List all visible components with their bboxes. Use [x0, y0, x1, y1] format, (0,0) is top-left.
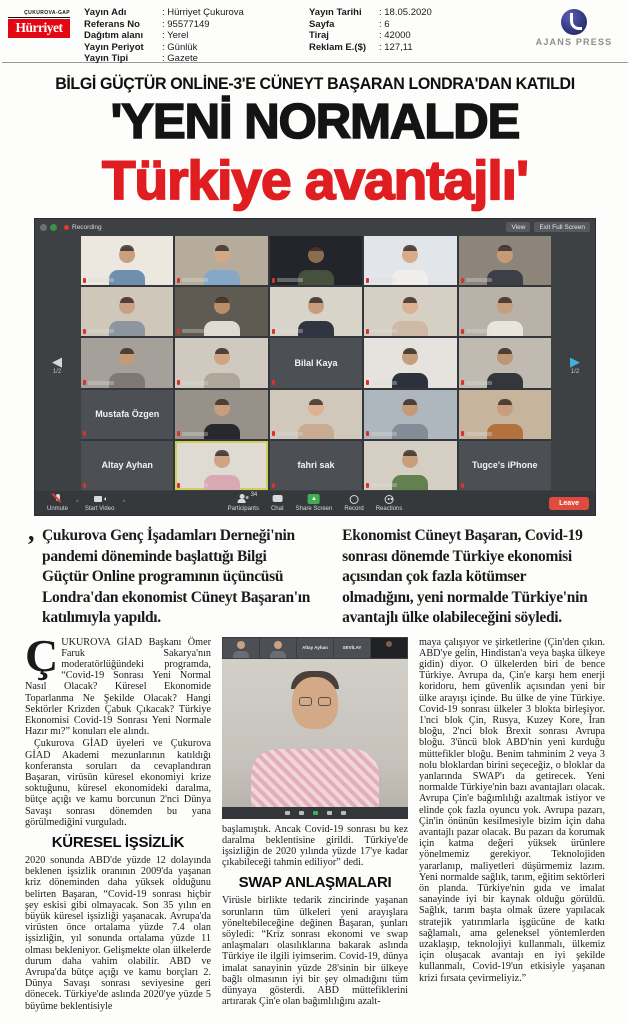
unmute-button[interactable] [47, 494, 68, 512]
mic-muted-icon [177, 483, 180, 488]
record-icon [327, 811, 332, 815]
meta-label: Yayın Periyot [84, 41, 144, 53]
participants-button[interactable] [228, 494, 259, 512]
ajans-press-logo [528, 9, 620, 47]
ajans-press-label: AJANS PRESS [535, 37, 613, 47]
participants-icon [237, 492, 258, 504]
meta-label: Dağıtım alanı [84, 30, 144, 41]
participant-name: Altay Ayhan [101, 460, 153, 471]
mic-muted-icon [272, 278, 275, 283]
reactions-button[interactable] [376, 494, 403, 512]
participant-video-tile [270, 287, 362, 336]
unmute-label: Unmute [47, 506, 69, 512]
meta-value: : Yerel [162, 30, 189, 41]
mic-muted-icon [83, 329, 86, 334]
mic-options-caret-icon[interactable]: ^ [76, 500, 79, 506]
intro-right: Ekonomist Cüneyt Başaran, Covid-19 sonrası dönemde Türkiye ekonomisi açısından çok fazla kötümser olmadığını, yeni normalde Türkiye'nin avantajlı ülke olabileceğini söyledi. [342, 527, 588, 626]
headline-line1: 'YENİ NORMALDE [110, 95, 520, 149]
paragraph: maya çalışıyor ve şirketlerine (Çin'den çıkın. ABD'ye gelin, Hindistan'a veya başka ülkeye gidin) diyor. O ülkelerden biri de bence Türkiye. Avrupa da, Çin'e karşı hem enerji koridoru, hem güvenlik açısından yeni bir ülke arayışı içinde. Bu ülke de yine Türkiye. Covid-19 sonrası ülkeler 3 blokta birleşiyor. 1'nci blok Çin, Rusya, Kuzey Kore, İran bloğu, 2'nci blok Brexit sonrası Avrupa bloğu. 3'üncü blok ABD'nin yeni kurduğu müttefikler bloğu. Benim tahminim 2 veya 3 nolu bloklardan birini seçeceğiz, o bloklar da yanlarında SWAP'ı da getirecek. Yeni normalde Türkiye'nin bazı avantajları olacak. Avrupa Çin'e bağımlılığı azaltmak istiyor ve elinde çok fazla oyuncu yok. Avrupa pazarı, Çin'in önünün kesilmesiyle bizim için daha avantajlı pazar olacak. Bu pazarı da korumak için katma değeri yüksek ürünlere yönelmemiz gerekiyor. Teknolojiden yararlanıp, maliyetleri düşürmemiz lazım. Yeni normalde sağlık, tarım, eğitim sektörleri ön planda. Türkiye'nin gıda ve imalat sanayinde iyi bir kaynak olduğu görüldü. Sağlık, tarım başta olmak üzere yapılacak stratejik yatırımlarla işgücüne de katkı sağlamalı, ama geleneksel yöntemlerden uzaklaşıp, teknolojiyi kullanmalı, ülkemiz için oluşacak avantajı en iyi şekilde kullanmalı, Covid-19'un etkisiyle yaşanan krizi fırsata çevirmeliyiz.” [419, 636, 605, 984]
participant-name: fahri sak [297, 460, 335, 471]
participants-count: 34 [250, 492, 258, 498]
mic-muted-icon [177, 380, 180, 385]
quote-mark: , [28, 517, 35, 546]
start-video-button[interactable] [85, 494, 115, 512]
meta-label: Reklam E.($) [309, 41, 367, 53]
participants-label: Participants [227, 506, 259, 512]
participant-name: Mustafa Özgen [95, 409, 160, 420]
exit-fullscreen-button[interactable]: Exit Full Screen [534, 222, 590, 232]
press-header [0, 0, 630, 62]
video-options-caret-icon[interactable]: ^ [122, 500, 126, 506]
participant-video-tile [459, 338, 551, 387]
recording-label: Recording [72, 223, 102, 231]
start-video-label: Start Video [84, 506, 115, 512]
mic-muted-icon [272, 431, 275, 436]
mic-muted-icon [461, 431, 464, 436]
mic-muted-icon [83, 483, 86, 488]
mic-muted-icon [83, 380, 86, 385]
meta-label: Yayın Tipi [84, 53, 129, 64]
mini-name-tile [334, 638, 370, 658]
paragraph [25, 629, 211, 738]
participant-name-tile [270, 338, 362, 387]
headline-line2: Türkiye avantajlı' [101, 149, 529, 211]
mic-muted-icon [461, 278, 464, 283]
participant-video-tile [81, 338, 173, 387]
gallery-page-indicator: 1/2 [570, 369, 580, 376]
participant-name-tile [81, 441, 173, 490]
paragraph: Çukurova GİAD üyeleri ve Çukurova GİAD Akademi mezunlarının katıldığı konferansta soruları da cevaplandıran Başaran, virüsün küresel ekonomiyi krize soktuğunu, küresel ekonomideki daralma, bütçe açığı ve kamu borcunun 2'nci Dünya Savaşı sonrası dönemden bu yana görülmediğini vurguladı. [25, 738, 211, 828]
chevron-left-icon[interactable]: ◀ [52, 354, 62, 370]
meta-label: Referans No [84, 18, 140, 30]
participant-video-tile [459, 390, 551, 439]
participants-icon [285, 811, 290, 815]
mini-participant-tile [371, 638, 407, 658]
participant-video-tile [175, 390, 267, 439]
participant-video-tile [175, 287, 267, 336]
participant-video-tile [459, 287, 551, 336]
zoom-toolbar [35, 491, 595, 515]
participant-name-tile [459, 441, 551, 490]
speaker-inset-photo [222, 637, 408, 819]
speaker-video [222, 659, 408, 807]
participant-video-tile [364, 287, 456, 336]
participant-video-tile [175, 441, 267, 490]
column-1 [25, 629, 211, 1013]
encryption-shield-icon[interactable] [50, 224, 57, 231]
share-screen-icon [308, 494, 320, 504]
mini-participant-tile [260, 638, 296, 658]
record-button[interactable] [344, 494, 363, 512]
participant-video-tile [364, 236, 456, 285]
mic-muted-icon [366, 278, 369, 283]
mic-muted-icon [366, 380, 369, 385]
chat-icon [299, 811, 304, 815]
camera-icon [94, 494, 106, 504]
paragraph: Virüsle birlikte tedarik zincirinde yaşanan sorunların tüm ülkeleri yeni arayışlara yöneltebileceğine değinen Başaran, şunları söyledi: “Kriz sonrası ekonomi ve swap anlaşmaları olasılıklarına bakarak aslında Türkiye ile ilgili iyimserim. Covid-19, dünya imalat sanayinin yüzde 28'sinin bir ülkeye bağlı olmasının iyi bir şey olmadığını tüm dünyaya gösterdi. ABD müttefiklerini artırarak Çin'e olan bağımlılığını azalt- [222, 895, 408, 1008]
info-icon[interactable] [40, 224, 47, 231]
masthead-region-label: ÇUKUROVA-GAP [8, 10, 70, 18]
meta-label: Yayın Adı [84, 7, 127, 18]
view-button[interactable]: View [506, 222, 530, 232]
reactions-label: Reactions [375, 506, 403, 512]
mini-tile-name: SEVİLAY [342, 645, 362, 650]
record-icon [348, 494, 360, 504]
mic-muted-icon [177, 431, 180, 436]
meta-label: Yayın Tarihi [309, 7, 362, 18]
participant-name-tile [81, 390, 173, 439]
meta-value: : Gazete [162, 53, 198, 64]
meta-label: Sayfa [309, 18, 335, 30]
reactions-icon [341, 811, 346, 815]
mic-muted-icon [83, 431, 86, 436]
glasses-icon [297, 697, 333, 706]
share-screen-icon [313, 811, 318, 815]
intro-left [28, 517, 312, 629]
gallery-next-control[interactable] [555, 355, 595, 375]
paragraph-text: UKUROVA GİAD Başkanı Ömer Faruk Sakarya'nın moderatörlüğündeki programda, “Covid-19 Sonrası Yeni Normal Nasıl Olacak? Küresel Ekonomide Toparlanma Ne Şekilde Olacak? Hangi Sektörler Krizden Çabuk Çıkacak? Türkiye Ekonomisi Covid-19 Sonrası Yeni Normale Hazır mı?” konuları ele alındı. [25, 636, 211, 738]
intro-deck [0, 516, 630, 629]
mini-name-tile [297, 638, 333, 658]
speaker-shirt [251, 749, 379, 807]
meta-value: : 95577149 [162, 18, 210, 30]
article-body [0, 629, 630, 1013]
participant-video-tile [459, 236, 551, 285]
participant-video-tile [175, 338, 267, 387]
drop-cap: Ç [25, 629, 59, 681]
reactions-icon [383, 494, 395, 504]
participant-video-tile [364, 441, 456, 490]
meta-label: Tiraj [309, 30, 329, 41]
recording-indicator [64, 224, 102, 231]
mic-muted-icon [177, 278, 180, 283]
participant-video-tile [364, 338, 456, 387]
mic-muted-icon [272, 483, 275, 488]
mic-muted-icon [272, 380, 275, 385]
chat-label: Chat [270, 506, 284, 512]
participant-gallery [81, 236, 551, 490]
meta-value: : Hürriyet Çukurova [162, 7, 244, 18]
participant-video-tile [270, 236, 362, 285]
zoom-topbar [35, 219, 595, 235]
gallery-page-indicator: 1/2 [52, 369, 62, 376]
zoom-meeting-screenshot [34, 218, 596, 516]
participant-video-tile [81, 287, 173, 336]
chat-button[interactable] [271, 494, 284, 512]
mic-muted-icon [366, 431, 369, 436]
meta-value: : Günlük [162, 41, 198, 53]
meta-value: : 42000 [379, 30, 411, 41]
mic-muted-icon [366, 329, 369, 334]
chat-icon [271, 494, 283, 504]
paragraph: 2020 sonunda ABD'de yüzde 12 dolayında beklenen işsizlik oranının 2009'da yaşanan kriz döneminden daha yüksek olduğunu belirten Başaran, “Covid-19 sonrası hiçbir şey eskisi gibi olmayacak. Son 35 yılın en büyük küresel işsizliği yaşanacak. Avrupa'da virüsten önce ortalama yüzde 7.4 olan işsizliğin, yıl sonunda ortalama yüzde 11 olması bekleniyor. Gelişmekte olan ülkelerde durum daha vahim olabilir. ABD ve Avrupa'da bütçe açığı ve kamu borçları 2. Dünya Savaşı sonrası seviyesine geri dönecek. Türkiye'de aslında 2020'ye yüzde 5 büyüme beklentisiyle [25, 854, 211, 1012]
mic-muted-icon [83, 278, 86, 283]
mic-muted-icon [177, 329, 180, 334]
gallery-prev-control[interactable] [37, 355, 77, 375]
share-screen-button[interactable] [296, 494, 333, 512]
paragraph: başlamıştık. Ancak Covid-19 sonrası bu kez daralma beklentisine girildi. Türkiye'de işsizliğin de 2020 yılında yüzde 17'ye kadar çıkabileceği tahmin ediliyor” dedi. [222, 823, 408, 869]
intro-left-text: Çukurova Genç İşadamları Derneği'nin pandemi döneminde başlattığı Bilgi Güçtür Online programının üçüncüsü Londra'dan ekonomist Cüneyt Başaran'ın katılımıyla yapıldı. [42, 527, 311, 626]
article-kicker: BİLGİ GÜÇTÜR ONLİNE-3'E CÜNEYT BAŞARAN LONDRA'DAN KATILDI [55, 75, 575, 93]
subhead-swap-anlasmalari: SWAP ANLAŞMALARI [238, 874, 392, 892]
metadata-right [309, 7, 469, 65]
participant-video-tile [364, 390, 456, 439]
hurriyet-logo [8, 10, 70, 38]
participant-name: Tugce's iPhone [472, 460, 538, 471]
leave-button[interactable]: Leave [549, 497, 589, 510]
chevron-right-icon[interactable]: ▶ [570, 354, 580, 370]
participant-video-tile [175, 236, 267, 285]
meta-value: : 18.05.2020 [379, 7, 432, 18]
participant-video-tile [81, 236, 173, 285]
mic-muted-icon [461, 329, 464, 334]
mic-muted-icon [461, 380, 464, 385]
mini-tile-name: Altay Ayhan [302, 645, 328, 650]
recording-dot-icon [64, 225, 69, 230]
participant-video-tile [270, 390, 362, 439]
column-2 [222, 637, 408, 1013]
participant-name-tile [270, 441, 362, 490]
inset-participant-strip [222, 637, 408, 659]
meta-value: : 127,11 [379, 41, 413, 53]
column-3 [419, 637, 605, 1013]
mic-muted-icon [52, 494, 64, 504]
ajans-press-icon [561, 9, 587, 35]
subhead-kuresel-issizlik: KÜRESEL İŞSİZLİK [51, 833, 185, 851]
inset-toolbar [222, 807, 408, 819]
meta-value: : 6 [379, 18, 390, 30]
participant-name: Bilal Kaya [294, 357, 338, 368]
record-label: Record [344, 506, 364, 512]
mic-muted-icon [366, 483, 369, 488]
share-screen-label: Share Screen [295, 506, 333, 512]
metadata-left [84, 7, 309, 65]
masthead-brand: Hürriyet [8, 19, 70, 38]
mini-participant-tile [223, 638, 259, 658]
clipping-metadata [84, 7, 528, 65]
mic-muted-icon [461, 483, 464, 488]
mic-muted-icon [272, 329, 275, 334]
